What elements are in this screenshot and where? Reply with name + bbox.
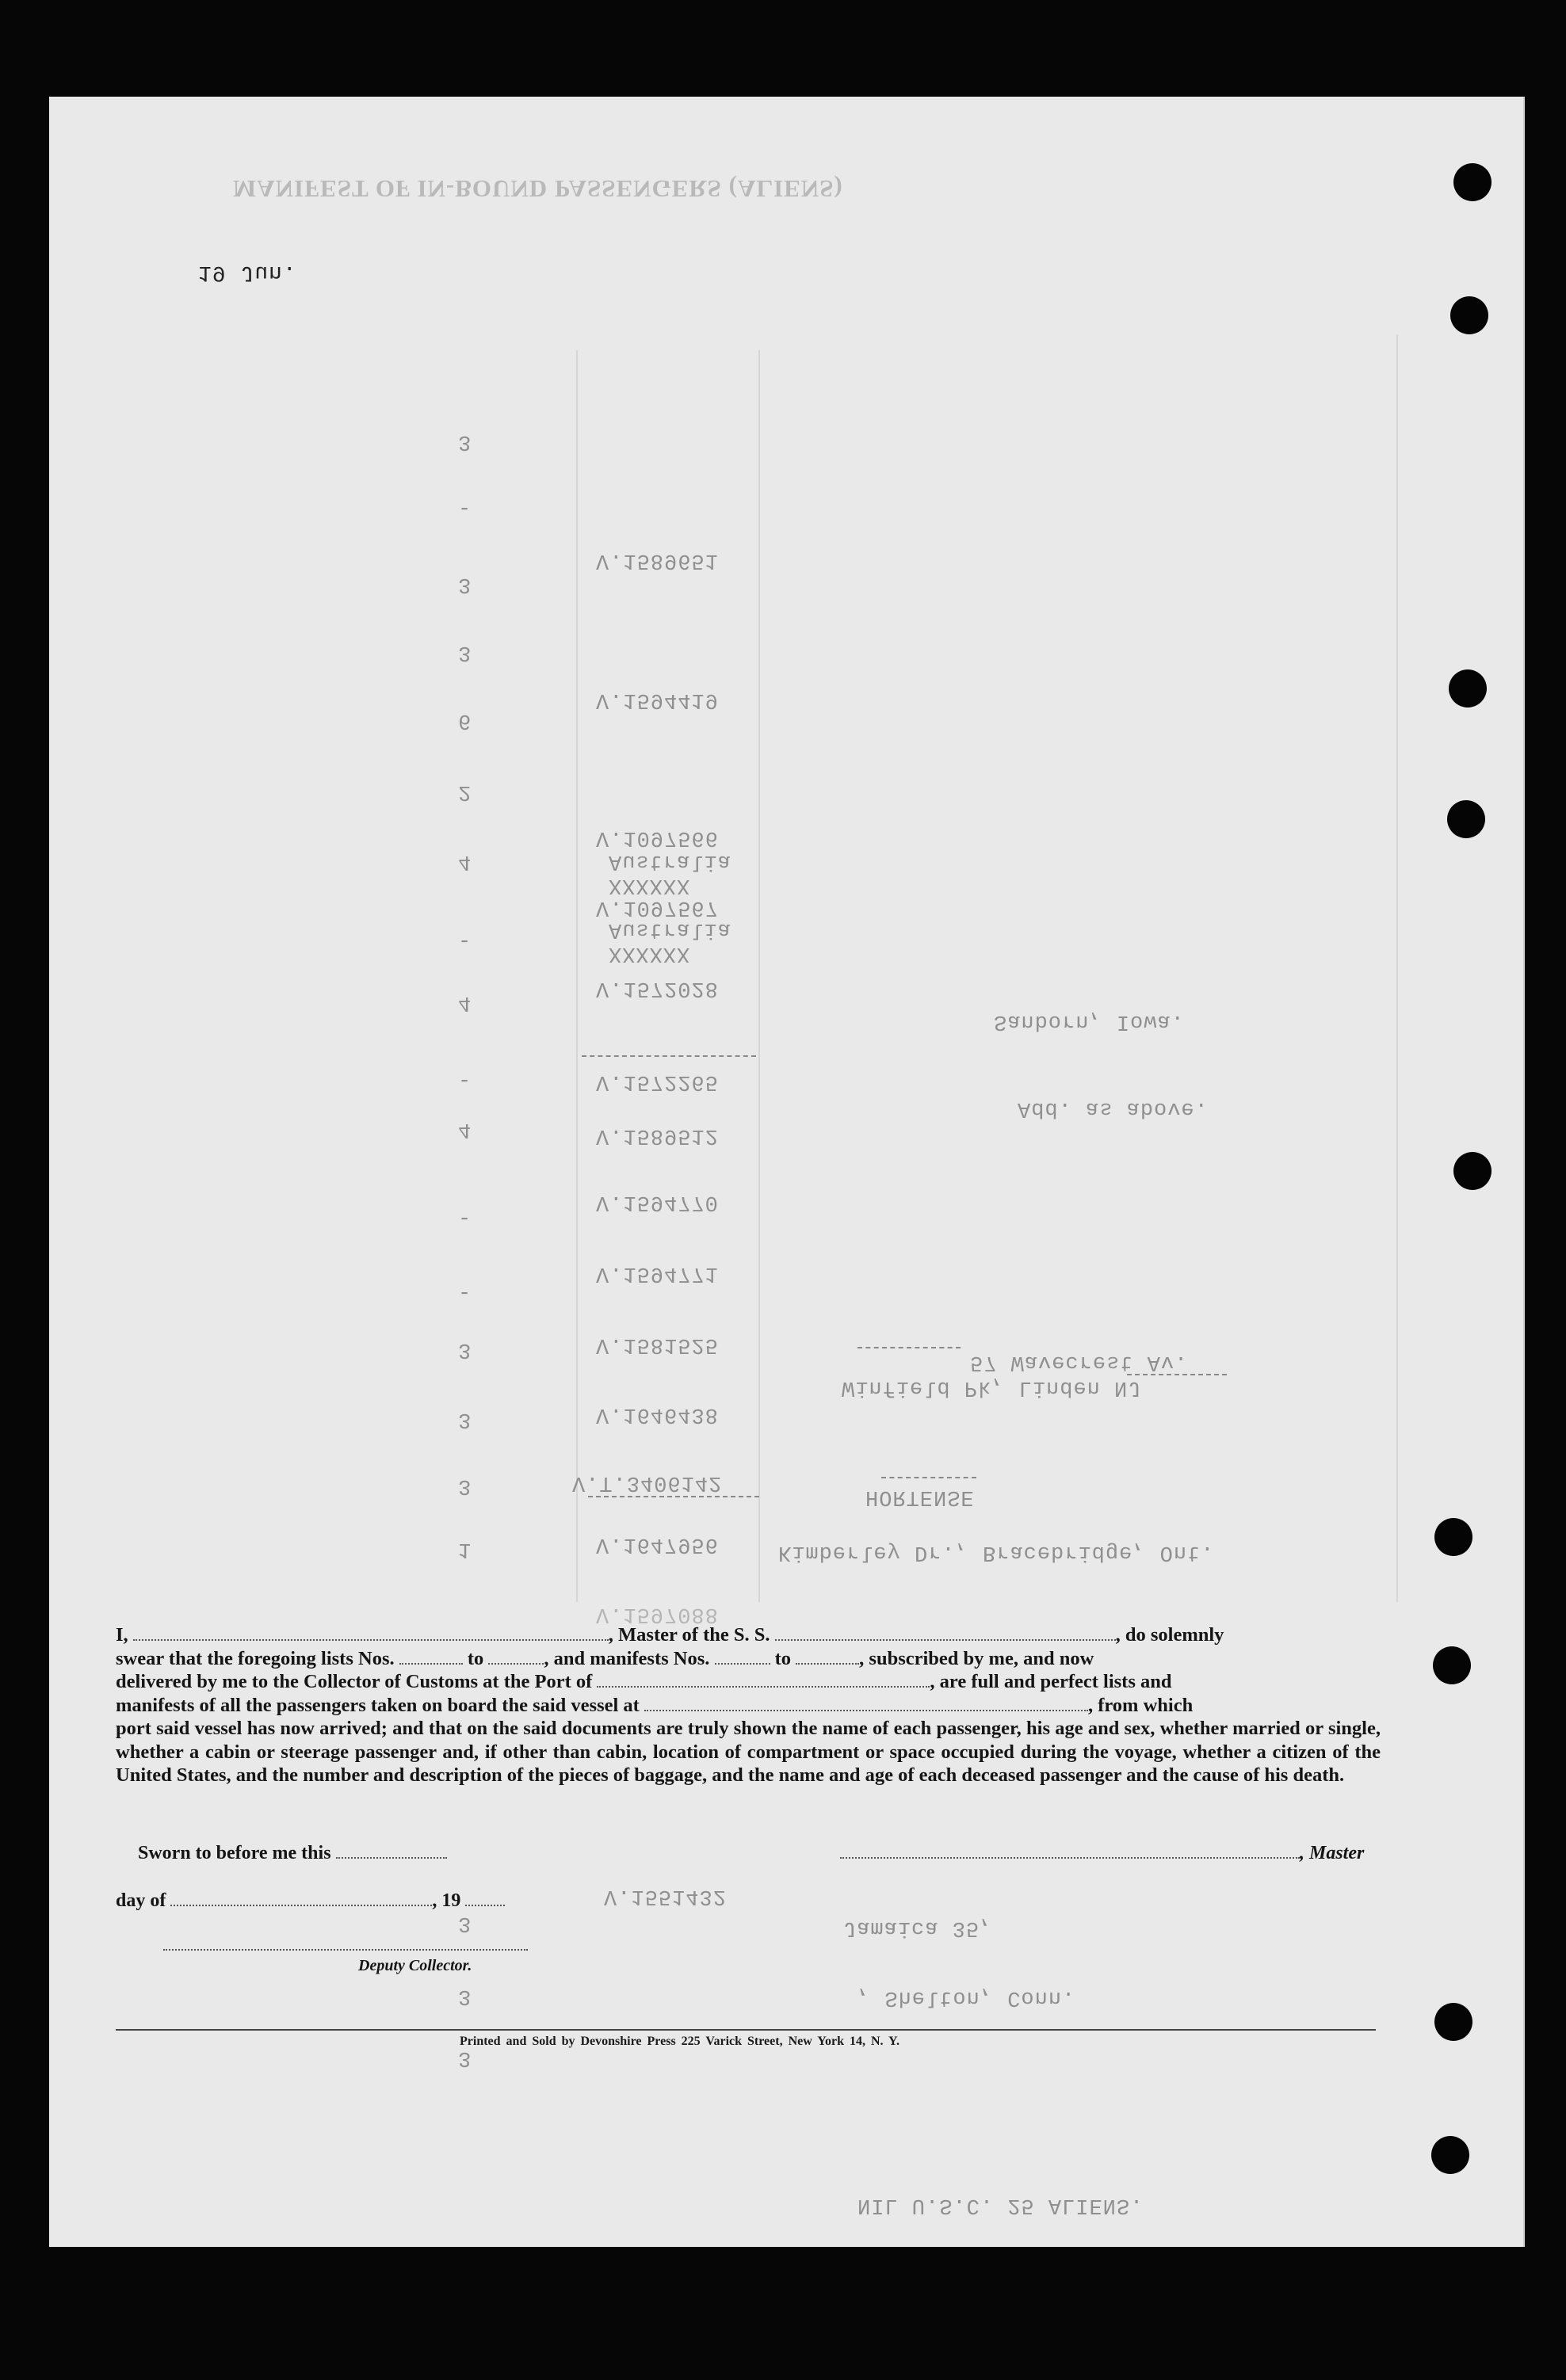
visa-number: V.1572265: [596, 1070, 719, 1093]
punch-hole: [1449, 669, 1487, 708]
class-code: 1: [458, 1537, 472, 1561]
address: Kimberley Dr., Bracebridge, Ont.: [778, 1540, 1215, 1564]
sworn-line: [138, 1841, 447, 1864]
punch-hole: [1450, 296, 1488, 334]
sworn-label: Sworn to before me this: [138, 1843, 331, 1863]
oath-manifests-of: manifests of all the passengers taken on board the said vessel at: [116, 1694, 640, 1716]
visa-number: V.1572028: [596, 976, 719, 1000]
visa-number: V.T.3406142: [572, 1470, 723, 1494]
address: Jamaica 35,: [843, 1916, 994, 1939]
oath-master-of: , Master of the S. S.: [608, 1624, 770, 1646]
punch-hole: [1431, 2136, 1469, 2174]
visa-number: V.1551432: [604, 1884, 727, 1908]
class-code: 3: [458, 1984, 472, 2008]
punch-hole: [1453, 1152, 1492, 1190]
oath-to: to: [774, 1647, 792, 1669]
oath-pronoun: I,: [116, 1624, 128, 1646]
punch-hole: [1433, 1646, 1471, 1684]
day-of-line: [116, 1889, 505, 1912]
punch-hole: [1447, 800, 1485, 838]
oath-swear: swear that the foregoing lists Nos.: [116, 1647, 395, 1669]
departure-port-line: [644, 1694, 1088, 1711]
class-code: 3: [458, 2046, 472, 2069]
sworn-date-line: [336, 1841, 447, 1859]
class-code: 3: [458, 1337, 472, 1361]
visa-number: V.1597088: [596, 1602, 719, 1626]
master-signature-line: [840, 1841, 1300, 1859]
visa-number: V.1589512: [596, 1123, 719, 1147]
class-code: 3: [458, 429, 472, 453]
strike-line: [1127, 1374, 1227, 1375]
port-line: [597, 1670, 930, 1688]
address: HORTENSE: [865, 1485, 975, 1508]
deputy-signature: [163, 1933, 528, 1956]
visa-number: V.1594771: [596, 1261, 719, 1285]
column-rule: [758, 350, 760, 1602]
oath-from-which: , from which: [1087, 1694, 1194, 1716]
class-code: -: [458, 496, 472, 520]
manifest-page: [49, 97, 1525, 2247]
visa-number: V.1581525: [596, 1333, 719, 1356]
master-signature: [840, 1841, 1364, 1864]
class-code: 3: [458, 1911, 472, 1935]
punch-hole: [1434, 2003, 1472, 2041]
deputy-label: Deputy Collector.: [358, 1957, 472, 1974]
class-code: -: [458, 1280, 472, 1304]
class-code: -: [458, 1206, 472, 1230]
deputy-signature-line: [163, 1933, 528, 1951]
visa-number: V.1646438: [596, 1402, 719, 1426]
oath-solemnly: , do solemnly: [1115, 1624, 1224, 1646]
address: , Shelton, Conn.: [857, 1985, 1076, 2009]
punch-hole: [1453, 163, 1492, 201]
visa-number: V.1594419: [596, 688, 719, 711]
class-code: 6: [458, 708, 472, 732]
manifest-to-line: [796, 1647, 859, 1665]
address: Winfield Pk, Linden NJ: [842, 1375, 1142, 1399]
visa-strike: XXXXXX: [609, 941, 691, 965]
class-code: 4: [458, 990, 472, 1014]
strike-line: [588, 1496, 759, 1497]
visa-number: V.1589651: [596, 548, 719, 572]
strike-line: [857, 1347, 961, 1348]
column-rule: [576, 350, 578, 1602]
visa-number: V.1594770: [596, 1190, 719, 1214]
visa-country: Australia: [609, 849, 731, 873]
oath-subscribed: , subscribed by me, and now: [859, 1647, 1094, 1669]
address: Add. as above.: [1018, 1097, 1209, 1120]
class-code: 3: [458, 640, 472, 664]
class-code: 4: [458, 1117, 472, 1141]
oath-to: to: [467, 1647, 484, 1669]
visa-strike: XXXXXX: [609, 873, 691, 897]
year-label: , 19: [432, 1890, 461, 1911]
class-code: 3: [458, 572, 472, 596]
oath-delivered: delivered by me to the Collector of Customs at the Port of: [116, 1671, 593, 1692]
master-name-line: [133, 1623, 609, 1641]
column-rule: [1396, 334, 1398, 1602]
manifest-title-ghost: MANIFEST OF IN-BOUND PASSENGERS (ALIENS): [233, 175, 843, 203]
year-line: [465, 1889, 505, 1906]
visa-number: V.1647956: [596, 1532, 719, 1556]
oath-paragraph: [116, 1623, 1381, 1787]
address: Sanborn, Iowa.: [994, 1009, 1185, 1033]
class-code: -: [458, 929, 472, 952]
visa-number: V.1097567: [596, 895, 719, 919]
class-code: 3: [458, 1407, 472, 1431]
oath-full-perfect: , are full and perfect lists and: [930, 1671, 1172, 1692]
visa-number: V.1097566: [596, 826, 719, 849]
strike-line: [881, 1477, 976, 1478]
manifest-from-line: [715, 1647, 770, 1665]
class-code: 3: [458, 1474, 472, 1497]
day-of-month-line: [170, 1889, 432, 1906]
address: 57 Wavecrest Av.: [970, 1350, 1189, 1374]
list-to-line: [488, 1647, 544, 1665]
printer-line: Printed and Sold by Devonshire Press 225 Varick Street, New York 14, N. Y.: [460, 2035, 900, 2048]
master-label: , Master: [1300, 1843, 1365, 1863]
visa-country: Australia: [609, 917, 731, 941]
class-code: 2: [458, 780, 472, 803]
strike-line: [582, 1055, 756, 1057]
alien-count: NIL U.S.C. 25 ALIENS.: [857, 2193, 1144, 2217]
oath-and-manifests: , and manifests Nos.: [544, 1647, 710, 1669]
list-from-line: [399, 1647, 463, 1665]
punch-hole: [1434, 1518, 1472, 1556]
date-ghost: 19 Jun.: [198, 260, 297, 284]
class-code: 4: [458, 849, 472, 873]
class-code: -: [458, 1068, 472, 1092]
ship-name-line: [775, 1623, 1116, 1641]
footer-rule: [116, 2029, 1376, 2031]
oath-body: port said vessel has now arrived; and that on the said documents are truly shown the name of each passenger, his age and sex, whether married or single, whether a cabin or steerage passenger and, if other than cabin, location of compartment or space occupied during the voyage, whether a citizen of the United States, and the number and description of the pieces of baggage, and the name and age of each deceased passenger and the cause of his death.: [116, 1718, 1381, 1786]
day-of-label: day of: [116, 1890, 166, 1911]
